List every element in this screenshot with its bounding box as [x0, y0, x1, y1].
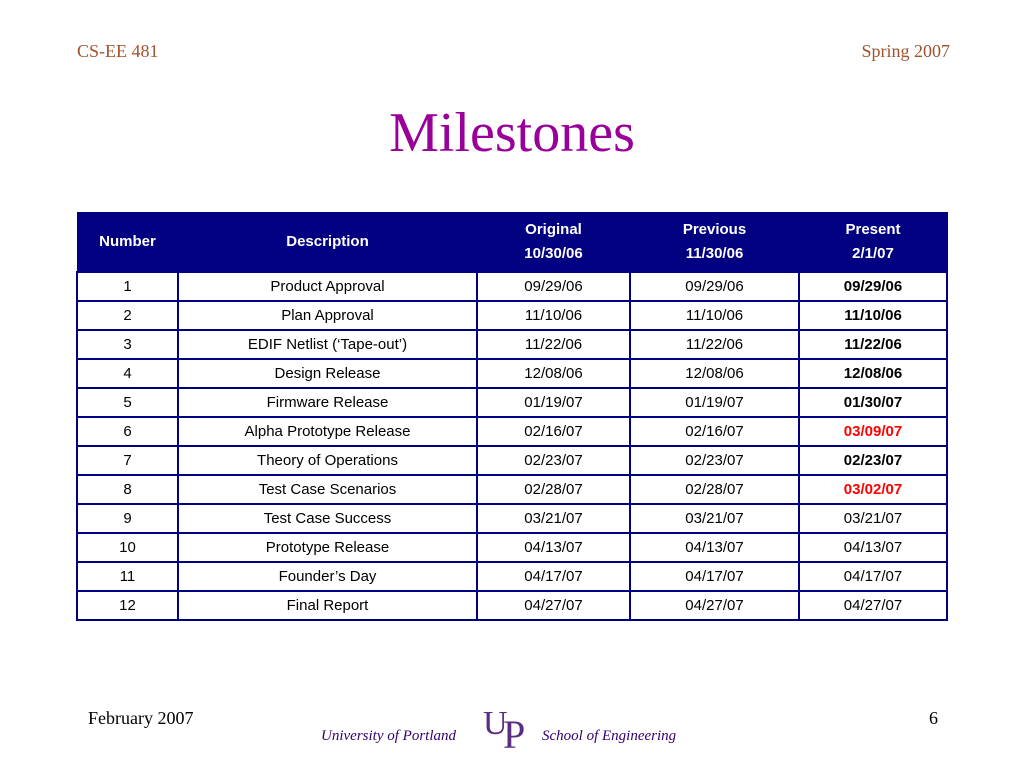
- cell-description: EDIF Netlist (‘Tape-out’): [178, 330, 477, 359]
- cell-present-date: 04/17/07: [799, 562, 947, 591]
- cell-original-date: 02/28/07: [477, 475, 630, 504]
- footer-date: February 2007: [88, 708, 194, 728]
- cell-number: 2: [77, 301, 178, 330]
- col-description-header: Description: [178, 213, 477, 273]
- cell-original-date: 12/08/06: [477, 359, 630, 388]
- table-row: [77, 475, 947, 504]
- previous-date: 11/30/06: [685, 245, 744, 262]
- slide-title: Milestones: [389, 102, 635, 164]
- cell-description: Alpha Prototype Release: [178, 417, 477, 446]
- cell-description: Firmware Release: [178, 388, 477, 417]
- university-logo: [481, 700, 537, 752]
- cell-number: 11: [77, 562, 178, 591]
- term-label: Spring 2007: [861, 41, 950, 61]
- cell-description: Final Report: [178, 591, 477, 620]
- table-header-row: [77, 213, 947, 273]
- cell-previous-date: 11/10/06: [630, 301, 799, 330]
- cell-number: 5: [77, 388, 178, 417]
- cell-original-date: 04/13/07: [477, 533, 630, 562]
- cell-description: Product Approval: [178, 272, 477, 301]
- cell-previous-date: 12/08/06: [630, 359, 799, 388]
- col-present-header: [799, 213, 947, 273]
- school-name: School of Engineering: [542, 728, 677, 744]
- logo-letter-p: P: [503, 712, 526, 752]
- table-row: [77, 359, 947, 388]
- page-number: 6: [929, 708, 938, 728]
- cell-original-date: 01/19/07: [477, 388, 630, 417]
- cell-number: 3: [77, 330, 178, 359]
- present-date: 2/1/07: [852, 245, 894, 262]
- cell-present-date: 04/27/07: [799, 591, 947, 620]
- cell-present-date: 02/23/07: [799, 446, 947, 475]
- cell-number: 4: [77, 359, 178, 388]
- cell-present-date: 03/02/07: [799, 475, 947, 504]
- cell-previous-date: 04/27/07: [630, 591, 799, 620]
- cell-present-date: 01/30/07: [799, 388, 947, 417]
- cell-number: 8: [77, 475, 178, 504]
- cell-number: 1: [77, 272, 178, 301]
- cell-previous-date: 02/16/07: [630, 417, 799, 446]
- cell-previous-date: 03/21/07: [630, 504, 799, 533]
- cell-description: Design Release: [178, 359, 477, 388]
- table-row: [77, 562, 947, 591]
- cell-original-date: 11/22/06: [477, 330, 630, 359]
- table-row: [77, 533, 947, 562]
- cell-present-date: 11/10/06: [799, 301, 947, 330]
- cell-number: 9: [77, 504, 178, 533]
- table-row: [77, 417, 947, 446]
- col-number-header: Number: [77, 213, 178, 273]
- col-original-header: [477, 213, 630, 273]
- original-date: 10/30/06: [524, 245, 583, 262]
- cell-previous-date: 09/29/06: [630, 272, 799, 301]
- cell-present-date: 12/08/06: [799, 359, 947, 388]
- cell-previous-date: 04/13/07: [630, 533, 799, 562]
- cell-previous-date: 11/22/06: [630, 330, 799, 359]
- cell-present-date: 09/29/06: [799, 272, 947, 301]
- cell-original-date: 02/16/07: [477, 417, 630, 446]
- cell-present-date: 11/22/06: [799, 330, 947, 359]
- cell-description: Test Case Scenarios: [178, 475, 477, 504]
- university-name: University of Portland: [321, 728, 456, 744]
- previous-label: Previous: [682, 221, 747, 238]
- present-label: Present: [845, 221, 901, 238]
- cell-description: Test Case Success: [178, 504, 477, 533]
- original-label: Original: [525, 221, 582, 238]
- cell-present-date: 03/09/07: [799, 417, 947, 446]
- cell-number: 6: [77, 417, 178, 446]
- cell-original-date: 03/21/07: [477, 504, 630, 533]
- col-previous-header: [630, 213, 799, 273]
- cell-number: 12: [77, 591, 178, 620]
- logo-letter-u: U: [483, 705, 508, 742]
- cell-description: Plan Approval: [178, 301, 477, 330]
- cell-number: 7: [77, 446, 178, 475]
- table-row: [77, 330, 947, 359]
- cell-previous-date: 02/28/07: [630, 475, 799, 504]
- table-row: [77, 301, 947, 330]
- cell-description: Founder’s Day: [178, 562, 477, 591]
- cell-original-date: 02/23/07: [477, 446, 630, 475]
- cell-original-date: 04/17/07: [477, 562, 630, 591]
- cell-previous-date: 02/23/07: [630, 446, 799, 475]
- cell-description: Prototype Release: [178, 533, 477, 562]
- table-row: [77, 272, 947, 301]
- table-row: [77, 504, 947, 533]
- table-row: [77, 388, 947, 417]
- cell-original-date: 11/10/06: [477, 301, 630, 330]
- cell-number: 10: [77, 533, 178, 562]
- table-row: [77, 591, 947, 620]
- cell-previous-date: 01/19/07: [630, 388, 799, 417]
- milestones-table: [76, 212, 948, 621]
- cell-description: Theory of Operations: [178, 446, 477, 475]
- cell-previous-date: 04/17/07: [630, 562, 799, 591]
- cell-original-date: 04/27/07: [477, 591, 630, 620]
- course-code: CS-EE 481: [77, 41, 159, 61]
- cell-present-date: 04/13/07: [799, 533, 947, 562]
- cell-present-date: 03/21/07: [799, 504, 947, 533]
- table-row: [77, 446, 947, 475]
- cell-original-date: 09/29/06: [477, 272, 630, 301]
